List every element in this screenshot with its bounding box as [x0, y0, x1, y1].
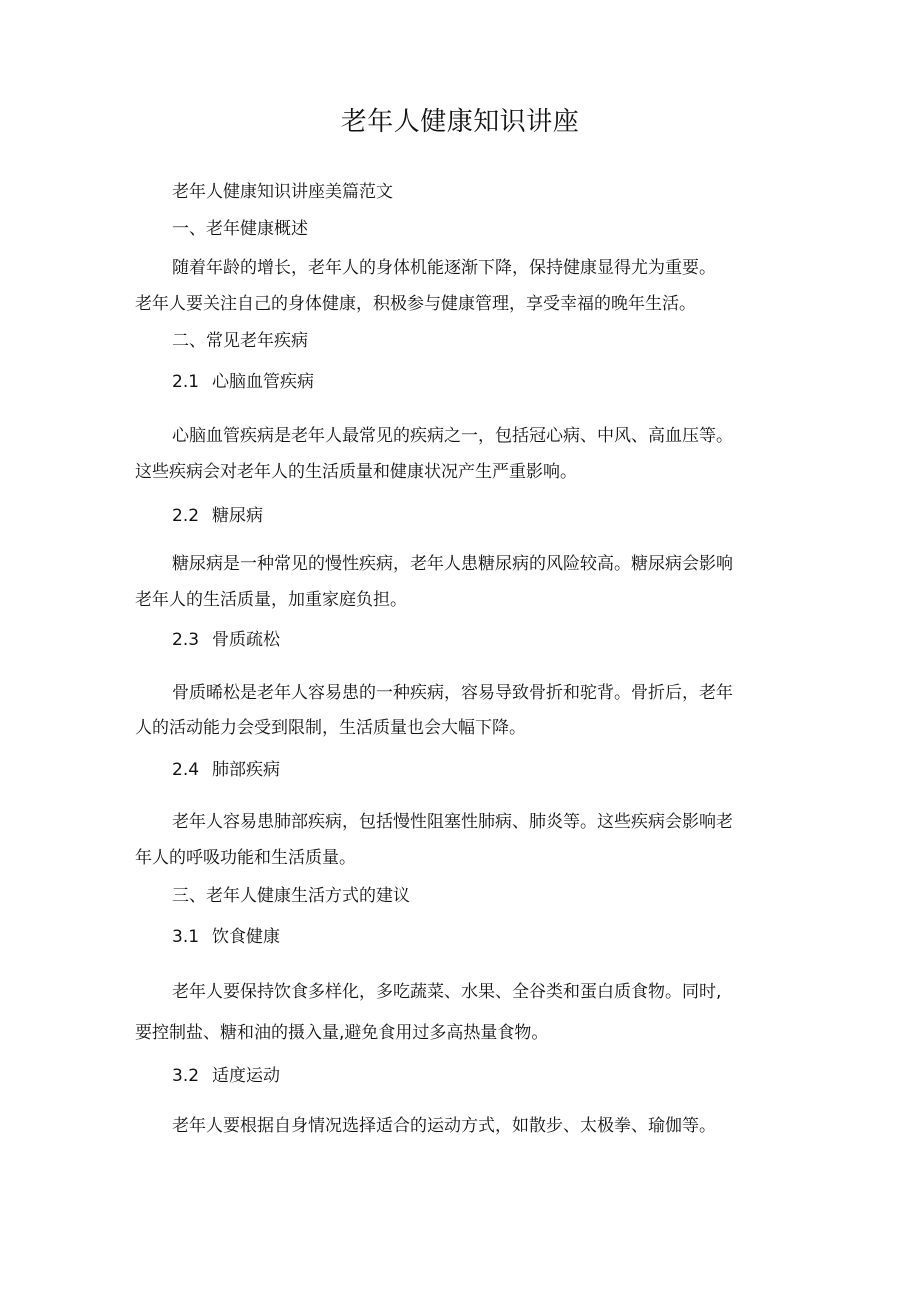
subsection-label: 肺部疾病: [212, 760, 280, 780]
subsection-label: 心脑血管疾病: [212, 372, 314, 392]
paragraph-line: 老年人要关注自己的身体健康，积极参与健康管理，享受幸福的晚年生活。: [135, 294, 696, 314]
subsection-heading-2-3: [172, 628, 280, 652]
subsection-number: 3.2: [172, 1066, 200, 1086]
subsection-label: 适度运动: [212, 1066, 280, 1086]
paragraph-line: 这些疾病会对老年人的生活质量和健康状况产生严重影响。: [135, 462, 577, 482]
section-heading-3: 三、老年人健康生活方式的建议: [172, 886, 410, 906]
section-heading-2: 二、常见老年疾病: [172, 331, 308, 351]
subsection-number: 3.1: [172, 927, 200, 947]
paragraph-line: 人的活动能力会受到限制，生活质量也会大幅下降。: [135, 718, 526, 738]
subsection-number: 2.4: [172, 760, 200, 780]
paragraph-line: 糖尿病是一种常见的慢性疾病，老年人患糖尿病的风险较高。糖尿病会影响: [172, 554, 733, 574]
paragraph-line: 年人的呼吸功能和生活质量。: [135, 848, 356, 868]
subsection-number: 2.1: [172, 372, 200, 392]
subsection-heading-2-2: [172, 504, 263, 528]
subsection-heading-2-4: [172, 758, 280, 782]
section-heading-1: 一、老年健康概述: [172, 219, 308, 239]
paragraph-line: 老年人容易患肺部疾病，包括慢性阻塞性肺病、肺炎等。这些疾病会影响老: [172, 812, 733, 832]
subsection-heading-3-1: [172, 925, 280, 949]
paragraph-line: 心脑血管疾病是老年人最常见的疾病之一，包括冠心病、中风、高血压等。: [172, 426, 733, 446]
subsection-heading-2-1: [172, 370, 314, 394]
subsection-number: 2.3: [172, 630, 200, 650]
subsection-heading-3-2: [172, 1064, 280, 1088]
subsection-label: 饮食健康: [212, 927, 280, 947]
paragraph-line: 要控制盐、糖和油的摄入量,避免食用过多高热量食物。: [135, 1023, 549, 1043]
subsection-label: 骨质疏松: [212, 630, 280, 650]
subsection-number: 2.2: [172, 506, 200, 526]
subsection-label: 糖尿病: [212, 506, 263, 526]
document-subtitle: 老年人健康知识讲座美篇范文: [172, 182, 393, 202]
paragraph-line: 老年人要保持饮食多样化，多吃蔬菜、水果、全谷类和蛋白质食物。同时,: [172, 982, 722, 1002]
paragraph-line: 随着年龄的增长，老年人的身体机能逐渐下降，保持健康显得尤为重要。: [172, 258, 716, 278]
paragraph-line: 老年人的生活质量，加重家庭负担。: [135, 590, 407, 610]
paragraph-line: 老年人要根据自身情况选择适合的运动方式，如散步、太极拳、瑜伽等。: [172, 1116, 716, 1136]
document-title: 老年人健康知识讲座: [340, 107, 580, 137]
paragraph-line: 骨质晞松是老年人容易患的一种疾病，容易导致骨折和驼背。骨折后，老年: [172, 683, 733, 703]
